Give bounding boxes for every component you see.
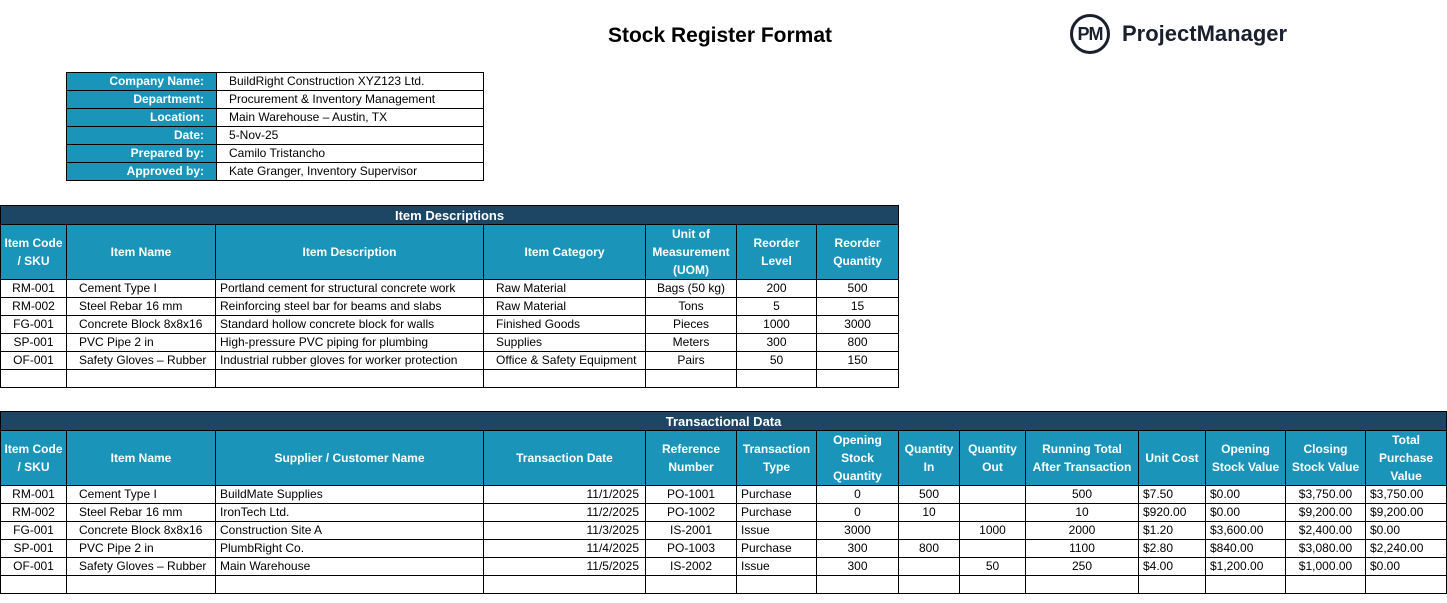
transactions-column-header: Unit Cost [1139,431,1206,486]
transactions-column-header: Closing Stock Value [1286,431,1366,486]
table-cell: $4.00 [1139,558,1206,576]
table-cell: Safety Gloves – Rubber [67,558,216,576]
table-cell: 300 [817,558,899,576]
table-cell: SP-001 [1,540,67,558]
info-row [67,73,484,91]
table-cell: PO-1002 [646,504,737,522]
items-column-header: Unit of Measurement (UOM) [646,225,737,280]
table-cell: PO-1001 [646,486,737,504]
table-cell: Safety Gloves – Rubber [67,352,216,370]
table-cell: Steel Rebar 16 mm [67,298,216,316]
table-cell: IS-2002 [646,558,737,576]
table-cell: 0 [817,486,899,504]
table-cell: IronTech Ltd. [216,504,484,522]
transactions-column-header: Supplier / Customer Name [216,431,484,486]
table-cell: 1000 [960,522,1026,540]
table-cell: 800 [899,540,960,558]
empty-cell [484,576,646,594]
table-cell: Bags (50 kg) [646,280,737,298]
table-cell: $9,200.00 [1286,504,1366,522]
empty-cell [737,370,817,388]
table-row [1,504,1447,522]
pm-logo-icon: PM [1070,14,1110,54]
table-cell: Cement Type I [67,280,216,298]
info-label: Department: [67,91,217,109]
table-cell: $9,200.00 [1366,504,1447,522]
empty-cell [646,576,737,594]
table-cell: RM-001 [1,280,67,298]
table-cell: Purchase [737,486,817,504]
table-cell [899,558,960,576]
table-cell: Portland cement for structural concrete work [216,280,484,298]
transactions-column-header: Opening Stock Value [1206,431,1286,486]
table-cell: FG-001 [1,522,67,540]
logo [1070,11,1287,57]
table-cell: $920.00 [1139,504,1206,522]
table-cell: PVC Pipe 2 in [67,334,216,352]
empty-cell [1286,576,1366,594]
empty-cell [817,576,899,594]
item-descriptions-table [0,205,899,388]
info-value: Main Warehouse – Austin, TX [217,109,484,127]
logo-text: ProjectManager [1122,21,1288,46]
table-cell: $7.50 [1139,486,1206,504]
table-cell: Pieces [646,316,737,334]
table-row [1,540,1447,558]
info-label: Approved by: [67,163,217,181]
transactions-column-header: Quantity Out [960,431,1026,486]
table-cell: Concrete Block 8x8x16 [67,316,216,334]
table-cell: $0.00 [1206,486,1286,504]
table-cell: 3000 [817,316,899,334]
items-column-header: Item Description [216,225,484,280]
table-cell: 50 [737,352,817,370]
table-cell: $1.20 [1139,522,1206,540]
table-cell: $2.80 [1139,540,1206,558]
table-cell: OF-001 [1,352,67,370]
table-cell: PVC Pipe 2 in [67,540,216,558]
table-cell: RM-002 [1,298,67,316]
table-cell: Concrete Block 8x8x16 [67,522,216,540]
table-cell: Meters [646,334,737,352]
transactions-column-header: Quantity In [899,431,960,486]
transactional-data-band: Transactional Data [1,412,1447,431]
info-value: Kate Granger, Inventory Supervisor [217,163,484,181]
info-label: Date: [67,127,217,145]
empty-cell [817,370,899,388]
table-cell: 11/1/2025 [484,486,646,504]
transactions-column-header: Total Purchase Value [1366,431,1447,486]
table-cell: $3,750.00 [1366,486,1447,504]
transactions-column-header: Running Total After Transaction [1026,431,1139,486]
table-cell: 150 [817,352,899,370]
empty-cell [216,370,484,388]
table-cell: 15 [817,298,899,316]
table-cell: $2,240.00 [1366,540,1447,558]
items-column-header: Reorder Quantity [817,225,899,280]
table-cell: RM-002 [1,504,67,522]
table-cell: 200 [737,280,817,298]
table-cell: Industrial rubber gloves for worker protection [216,352,484,370]
transactions-column-header: Opening Stock Quantity [817,431,899,486]
empty-cell [646,370,737,388]
table-cell: 300 [737,334,817,352]
table-cell [960,504,1026,522]
table-cell: 800 [817,334,899,352]
table-cell: PO-1003 [646,540,737,558]
table-cell: Tons [646,298,737,316]
empty-cell [737,576,817,594]
empty-cell [899,576,960,594]
table-cell: 11/3/2025 [484,522,646,540]
empty-cell [216,576,484,594]
empty-cell [484,370,646,388]
table-cell: 11/4/2025 [484,540,646,558]
page-title: Stock Register Format [607,24,833,47]
transactions-column-header: Reference Number [646,431,737,486]
transactions-column-header: Transaction Date [484,431,646,486]
transactions-column-header: Transaction Type [737,431,817,486]
table-cell: Construction Site A [216,522,484,540]
table-cell: Office & Safety Equipment [484,352,646,370]
table-cell: 2000 [1026,522,1139,540]
table-cell: Cement Type I [67,486,216,504]
table-cell: $840.00 [1206,540,1286,558]
info-row [67,127,484,145]
table-row [1,334,899,352]
table-cell: 1100 [1026,540,1139,558]
empty-cell [1026,576,1139,594]
table-cell: OF-001 [1,558,67,576]
table-cell: Supplies [484,334,646,352]
empty-cell [1206,576,1286,594]
table-cell: 1000 [737,316,817,334]
table-row [1,558,1447,576]
table-cell: Reinforcing steel bar for beams and slabs [216,298,484,316]
table-cell: 10 [899,504,960,522]
info-table [66,72,484,181]
table-cell: $0.00 [1366,522,1447,540]
info-value: Camilo Tristancho [217,145,484,163]
info-value: Procurement & Inventory Management [217,91,484,109]
table-cell: Issue [737,558,817,576]
table-cell: Raw Material [484,298,646,316]
empty-cell [1366,576,1447,594]
table-cell: IS-2001 [646,522,737,540]
table-cell: Main Warehouse [216,558,484,576]
table-cell: 50 [960,558,1026,576]
empty-cell [960,576,1026,594]
table-cell: Steel Rebar 16 mm [67,504,216,522]
table-cell: PlumbRight Co. [216,540,484,558]
items-column-header: Reorder Level [737,225,817,280]
table-row [1,298,899,316]
items-column-header: Item Name [67,225,216,280]
table-cell: 300 [817,540,899,558]
info-label: Location: [67,109,217,127]
table-row [1,316,899,334]
table-cell: 11/5/2025 [484,558,646,576]
table-cell: Finished Goods [484,316,646,334]
info-row [67,91,484,109]
table-cell: Issue [737,522,817,540]
transactions-column-header: Item Code / SKU [1,431,67,486]
info-value: 5-Nov-25 [217,127,484,145]
table-cell: $3,080.00 [1286,540,1366,558]
table-cell: Purchase [737,504,817,522]
table-cell: RM-001 [1,486,67,504]
empty-cell [67,576,216,594]
table-cell: $2,400.00 [1286,522,1366,540]
empty-row [1,576,1447,594]
table-cell: 0 [817,504,899,522]
table-cell: $0.00 [1366,558,1447,576]
info-label: Company Name: [67,73,217,91]
table-cell: Standard hollow concrete block for walls [216,316,484,334]
info-value: BuildRight Construction XYZ123 Ltd. [217,73,484,91]
table-cell: $1,200.00 [1206,558,1286,576]
table-cell: 11/2/2025 [484,504,646,522]
table-cell [960,540,1026,558]
info-row [67,109,484,127]
items-column-header: Item Category [484,225,646,280]
empty-cell [1,370,67,388]
table-cell: BuildMate Supplies [216,486,484,504]
items-column-header: Item Code / SKU [1,225,67,280]
table-cell: $1,000.00 [1286,558,1366,576]
table-cell: High-pressure PVC piping for plumbing [216,334,484,352]
table-cell: $3,750.00 [1286,486,1366,504]
table-cell [899,522,960,540]
item-descriptions-band: Item Descriptions [1,206,899,225]
table-cell: $3,600.00 [1206,522,1286,540]
empty-cell [1,576,67,594]
table-cell: 5 [737,298,817,316]
info-label: Prepared by: [67,145,217,163]
table-row [1,522,1447,540]
table-cell: 3000 [817,522,899,540]
transactions-column-header: Item Name [67,431,216,486]
table-cell: Pairs [646,352,737,370]
table-cell: 10 [1026,504,1139,522]
table-cell: Purchase [737,540,817,558]
table-row [1,486,1447,504]
empty-cell [67,370,216,388]
table-cell: $0.00 [1206,504,1286,522]
table-row [1,352,899,370]
table-row [1,280,899,298]
table-cell: SP-001 [1,334,67,352]
info-row [67,163,484,181]
empty-row [1,370,899,388]
transactional-data-table [0,411,1447,594]
table-cell: 500 [1026,486,1139,504]
table-cell: 500 [817,280,899,298]
table-cell: FG-001 [1,316,67,334]
table-cell: 500 [899,486,960,504]
table-cell [960,486,1026,504]
table-cell: Raw Material [484,280,646,298]
table-cell: 250 [1026,558,1139,576]
empty-cell [1139,576,1206,594]
info-row [67,145,484,163]
